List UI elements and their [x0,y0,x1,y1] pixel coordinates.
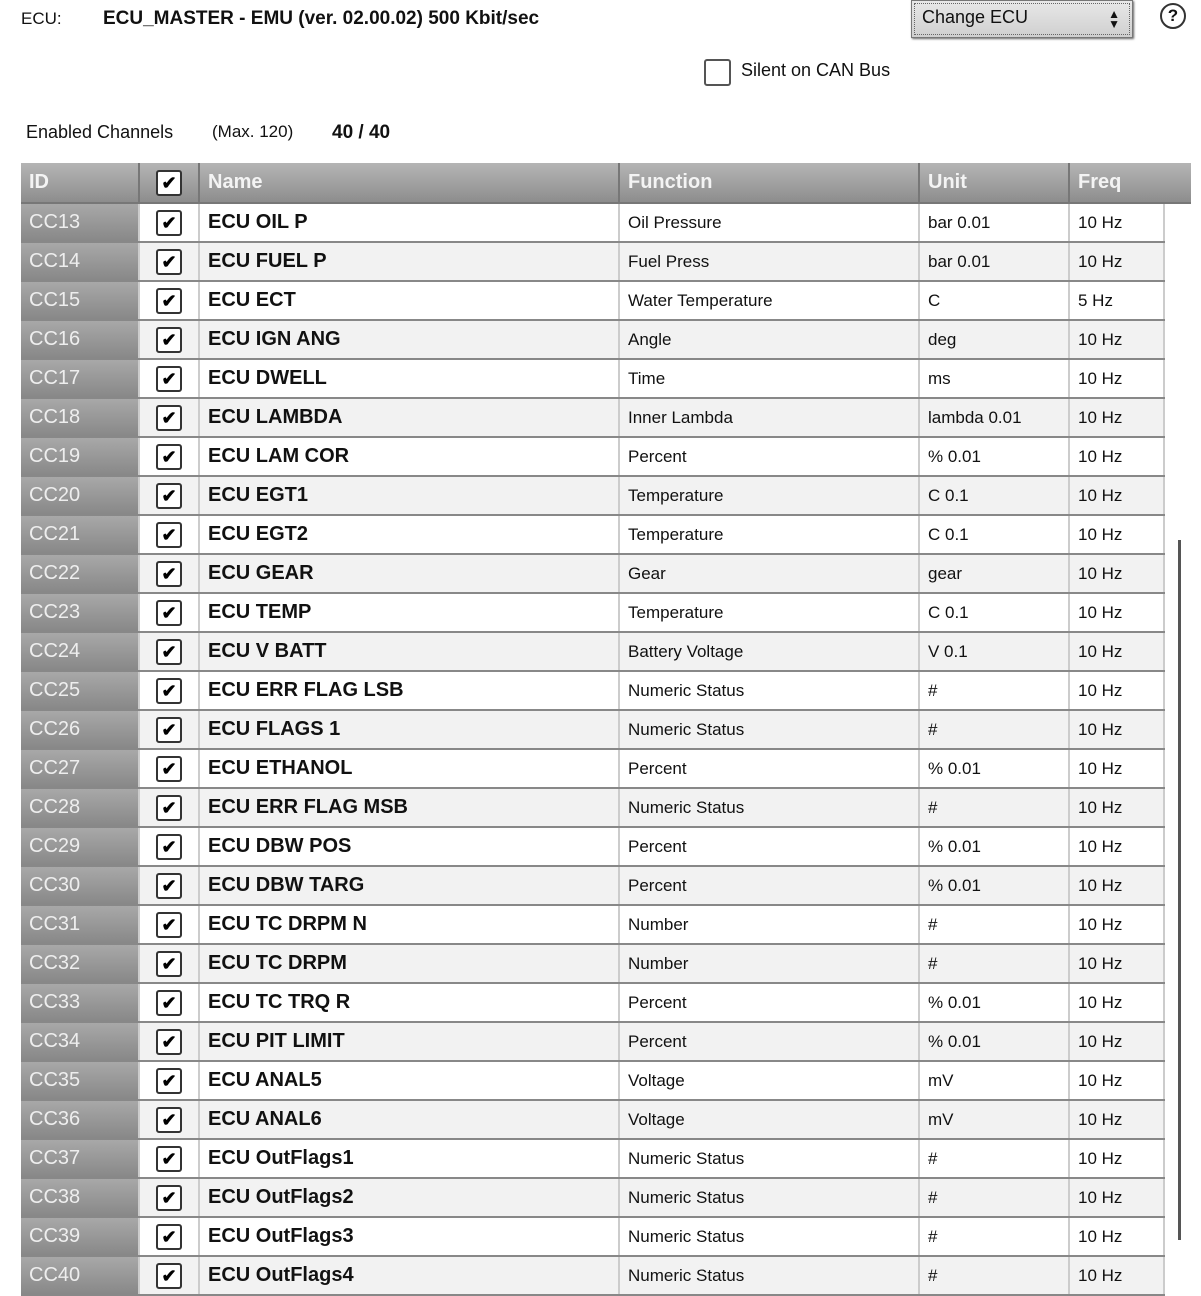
table-row[interactable] [21,282,1165,321]
column-header-freq[interactable]: Freq [1078,171,1122,193]
channel-function[interactable]: Water Temperature [620,282,920,319]
channel-enabled-cell[interactable] [140,1101,200,1138]
enabled-channels-count: 40 / 40 [332,122,391,143]
channel-freq[interactable]: 10 Hz [1070,321,1165,358]
channel-function[interactable]: Battery Voltage [620,633,920,670]
channel-function[interactable]: Percent [620,828,920,865]
channel-unit[interactable]: % 0.01 [920,750,1070,787]
channel-function[interactable]: Percent [620,750,920,787]
channel-function[interactable]: Number [620,945,920,982]
channel-function[interactable]: Numeric Status [620,789,920,826]
table-row[interactable] [21,477,1165,516]
channel-enabled-cell[interactable] [140,1062,200,1099]
enabled-channels-label: Enabled Channels [26,122,174,142]
channel-name[interactable]: ECU GEAR [200,555,620,592]
silent-on-can-bus-checkbox[interactable] [704,59,731,86]
channel-unit[interactable]: # [920,789,1070,826]
channel-enabled-checkbox[interactable]: ✔ [156,795,182,821]
channel-freq[interactable]: 10 Hz [1070,984,1165,1021]
channel-unit[interactable]: % 0.01 [920,438,1070,475]
channel-enabled-cell[interactable] [140,282,200,319]
channel-name[interactable]: ECU ERR FLAG MSB [200,789,620,826]
channel-freq[interactable]: 10 Hz [1070,711,1165,748]
channel-enabled-cell[interactable] [140,243,200,280]
channel-id: CC27 [21,750,140,787]
channel-unit[interactable]: bar 0.01 [920,204,1070,241]
column-header-unit[interactable]: Unit [920,163,1070,202]
channel-id: CC19 [21,438,140,475]
table-row[interactable] [21,516,1165,555]
channel-id: CC21 [21,516,140,553]
channel-enabled-cell[interactable] [140,984,200,1021]
channel-freq[interactable]: 10 Hz [1070,1023,1165,1060]
channel-unit[interactable]: % 0.01 [920,828,1070,865]
channel-function[interactable]: Time [620,360,920,397]
channel-name[interactable]: ECU EGT1 [200,477,620,514]
channel-function[interactable]: Temperature [620,516,920,553]
channel-enabled-cell[interactable] [140,867,200,904]
channel-enabled-checkbox[interactable]: ✔ [156,873,182,899]
channel-function[interactable]: Fuel Press [620,243,920,280]
channel-unit[interactable]: gear [920,555,1070,592]
table-row[interactable] [21,984,1165,1023]
channel-name[interactable]: ECU V BATT [200,633,620,670]
channel-id: CC29 [21,828,140,865]
channel-enabled-checkbox[interactable]: ✔ [156,951,182,977]
channel-enabled-cell[interactable] [140,1257,200,1294]
channel-function[interactable]: Numeric Status [620,1179,920,1216]
channel-enabled-cell[interactable] [140,1179,200,1216]
channel-enabled-cell[interactable] [140,1218,200,1255]
channel-unit[interactable]: mV [920,1062,1070,1099]
silent-on-can-bus-label: Silent on CAN Bus [741,60,891,80]
channel-enabled-cell[interactable] [140,594,200,631]
channel-enabled-cell[interactable] [140,828,200,865]
channel-name[interactable]: ECU TEMP [200,594,620,631]
table-row[interactable] [21,204,1165,243]
channel-freq[interactable]: 10 Hz [1070,789,1165,826]
channel-unit[interactable]: # [920,1218,1070,1255]
channel-function[interactable]: Numeric Status [620,1257,920,1294]
channel-freq[interactable]: 10 Hz [1070,243,1165,280]
channel-freq[interactable]: 10 Hz [1070,945,1165,982]
table-body [21,204,1191,1296]
channel-id: CC26 [21,711,140,748]
table-row[interactable] [21,399,1165,438]
channel-unit[interactable]: # [920,1140,1070,1177]
channel-enabled-checkbox[interactable]: ✔ [156,210,182,236]
channel-unit[interactable]: # [920,906,1070,943]
channel-name[interactable]: ECU OutFlags1 [200,1140,620,1177]
table-row[interactable] [21,711,1165,750]
channel-enabled-checkbox[interactable]: ✔ [156,522,182,548]
table-row[interactable] [21,867,1165,906]
channel-enabled-checkbox[interactable]: ✔ [156,1185,182,1211]
channel-id: CC31 [21,906,140,943]
channel-name[interactable]: ECU TC DRPM N [200,906,620,943]
channel-enabled-checkbox[interactable]: ✔ [156,834,182,860]
channel-id: CC23 [21,594,140,631]
channel-enabled-checkbox[interactable]: ✔ [156,639,182,665]
channel-freq[interactable]: 10 Hz [1070,477,1165,514]
channel-enabled-cell[interactable] [140,789,200,826]
channel-id: CC36 [21,1101,140,1138]
channel-enabled-checkbox[interactable]: ✔ [156,600,182,626]
channel-unit[interactable]: C 0.1 [920,594,1070,631]
channel-id: CC18 [21,399,140,436]
channel-enabled-checkbox[interactable]: ✔ [156,366,182,392]
channel-name[interactable]: ECU OIL P [200,204,620,241]
channel-freq[interactable]: 10 Hz [1070,1062,1165,1099]
channel-freq[interactable]: 10 Hz [1070,360,1165,397]
channel-unit[interactable]: C [920,282,1070,319]
channel-freq[interactable]: 10 Hz [1070,555,1165,592]
channel-unit[interactable]: bar 0.01 [920,243,1070,280]
channel-freq[interactable]: 10 Hz [1070,1101,1165,1138]
channel-id: CC17 [21,360,140,397]
channel-id: CC13 [21,204,140,241]
channel-name[interactable]: ECU FLAGS 1 [200,711,620,748]
channel-enabled-cell[interactable] [140,438,200,475]
channel-freq[interactable]: 10 Hz [1070,750,1165,787]
channel-enabled-cell[interactable] [140,204,200,241]
channel-enabled-cell[interactable] [140,633,200,670]
channel-function[interactable]: Angle [620,321,920,358]
channel-enabled-checkbox[interactable]: ✔ [156,444,182,470]
channel-id: CC37 [21,1140,140,1177]
channel-enabled-cell[interactable] [140,516,200,553]
channel-unit[interactable]: # [920,1257,1070,1294]
channel-freq[interactable]: 10 Hz [1070,438,1165,475]
table-row[interactable] [21,828,1165,867]
channel-unit[interactable]: % 0.01 [920,984,1070,1021]
channel-enabled-checkbox[interactable]: ✔ [156,1068,182,1094]
channel-freq[interactable]: 10 Hz [1070,1140,1165,1177]
channel-enabled-checkbox[interactable]: ✔ [156,1146,182,1172]
channel-name[interactable]: ECU FUEL P [200,243,620,280]
channel-enabled-cell[interactable] [140,672,200,709]
channel-name[interactable]: ECU OutFlags4 [200,1257,620,1294]
channel-id: CC15 [21,282,140,319]
channel-enabled-checkbox[interactable]: ✔ [156,288,182,314]
channel-function[interactable]: Numeric Status [620,711,920,748]
column-header-select-all[interactable] [140,163,200,202]
channel-function[interactable]: Percent [620,867,920,904]
channel-function[interactable]: Numeric Status [620,1140,920,1177]
ecu-value: ECU_MASTER - EMU (ver. 02.00.02) 500 Kbit/sec [103,8,540,29]
table-row[interactable] [21,1179,1165,1218]
channel-unit[interactable]: deg [920,321,1070,358]
channel-enabled-cell[interactable] [140,1140,200,1177]
channel-function[interactable]: Percent [620,1023,920,1060]
table-row[interactable] [21,789,1165,828]
channel-enabled-checkbox[interactable]: ✔ [156,678,182,704]
ecu-label: ECU: [21,9,62,28]
table-row[interactable] [21,1140,1165,1179]
change-ecu-select[interactable] [911,0,1133,38]
channel-enabled-checkbox[interactable]: ✔ [156,756,182,782]
channel-freq[interactable]: 10 Hz [1070,594,1165,631]
table-row[interactable] [21,1062,1165,1101]
channel-unit[interactable]: ms [920,360,1070,397]
channel-unit[interactable]: % 0.01 [920,1023,1070,1060]
channel-freq[interactable]: 10 Hz [1070,516,1165,553]
channel-id: CC25 [21,672,140,709]
channel-function[interactable]: Number [620,906,920,943]
table-row[interactable] [21,672,1165,711]
channel-enabled-checkbox[interactable]: ✔ [156,405,182,431]
table-row[interactable] [21,1101,1165,1140]
channel-unit[interactable]: C 0.1 [920,477,1070,514]
channel-enabled-cell[interactable] [140,711,200,748]
channel-function[interactable]: Oil Pressure [620,204,920,241]
channel-function[interactable]: Percent [620,438,920,475]
channel-enabled-cell[interactable] [140,750,200,787]
channel-function[interactable]: Temperature [620,477,920,514]
table-row[interactable] [21,750,1165,789]
channel-name[interactable]: ECU OutFlags2 [200,1179,620,1216]
table-row[interactable] [21,945,1165,984]
channel-enabled-cell[interactable] [140,555,200,592]
channel-unit[interactable]: mV [920,1101,1070,1138]
select-all-checkbox[interactable]: ✔ [156,170,182,196]
channel-enabled-checkbox[interactable]: ✔ [156,483,182,509]
channel-function[interactable]: Voltage [620,1062,920,1099]
channel-unit[interactable]: lambda 0.01 [920,399,1070,436]
channel-enabled-checkbox[interactable]: ✔ [156,717,182,743]
channel-id: CC38 [21,1179,140,1216]
channel-enabled-cell[interactable] [140,1023,200,1060]
channel-id: CC24 [21,633,140,670]
channel-id: CC14 [21,243,140,280]
table-row[interactable] [21,321,1165,360]
channel-function[interactable]: Percent [620,984,920,1021]
channel-name[interactable]: ECU DBW POS [200,828,620,865]
channel-name[interactable]: ECU TC DRPM [200,945,620,982]
channel-freq[interactable]: 10 Hz [1070,1257,1165,1294]
channel-unit[interactable]: # [920,672,1070,709]
channel-name[interactable]: ECU PIT LIMIT [200,1023,620,1060]
channel-id: CC34 [21,1023,140,1060]
channel-name[interactable]: ECU ANAL6 [200,1101,620,1138]
channel-id: CC40 [21,1257,140,1294]
channel-freq[interactable]: 10 Hz [1070,204,1165,241]
channel-freq[interactable]: 10 Hz [1070,867,1165,904]
table-row[interactable] [21,1023,1165,1062]
table-row[interactable] [21,1218,1165,1257]
table-row[interactable] [21,243,1165,282]
help-icon[interactable]: ? [1160,3,1186,29]
channel-id: CC39 [21,1218,140,1255]
table-header [21,163,1191,204]
channel-name[interactable]: ECU TC TRQ R [200,984,620,1021]
channel-name[interactable]: ECU ETHANOL [200,750,620,787]
table-row[interactable] [21,438,1165,477]
channel-id: CC20 [21,477,140,514]
channel-freq[interactable]: 10 Hz [1070,1218,1165,1255]
column-header-name[interactable]: Name [200,163,620,202]
channel-name[interactable]: ECU OutFlags3 [200,1218,620,1255]
channel-id: CC28 [21,789,140,826]
channel-id: CC32 [21,945,140,982]
table-row[interactable] [21,360,1165,399]
channel-function[interactable]: Inner Lambda [620,399,920,436]
channel-name[interactable]: ECU LAMBDA [200,399,620,436]
max-channels: (Max. 120) [212,122,294,141]
channel-unit[interactable]: # [920,1179,1070,1216]
table-row[interactable] [21,1257,1165,1296]
channel-name[interactable]: ECU IGN ANG [200,321,620,358]
channel-enabled-checkbox[interactable]: ✔ [156,1263,182,1289]
channels-table [21,163,1191,1296]
channel-id: CC35 [21,1062,140,1099]
channel-freq[interactable]: 10 Hz [1070,828,1165,865]
channel-freq[interactable]: 5 Hz [1070,282,1165,319]
channel-enabled-cell[interactable] [140,477,200,514]
channel-name[interactable]: ECU ECT [200,282,620,319]
channel-freq[interactable]: 10 Hz [1070,906,1165,943]
table-row[interactable] [21,906,1165,945]
channel-function[interactable]: Numeric Status [620,672,920,709]
channel-enabled-cell[interactable] [140,360,200,397]
channel-freq[interactable]: 10 Hz [1070,399,1165,436]
channel-enabled-checkbox[interactable]: ✔ [156,1224,182,1250]
channel-freq[interactable]: 10 Hz [1070,633,1165,670]
channel-enabled-checkbox[interactable]: ✔ [156,912,182,938]
channel-enabled-checkbox[interactable]: ✔ [156,1029,182,1055]
channel-unit[interactable]: C 0.1 [920,516,1070,553]
channel-enabled-checkbox[interactable]: ✔ [156,990,182,1016]
channel-enabled-cell[interactable] [140,945,200,982]
channel-function[interactable]: Voltage [620,1101,920,1138]
channel-function[interactable]: Numeric Status [620,1218,920,1255]
channel-enabled-checkbox[interactable]: ✔ [156,249,182,275]
channel-id: CC22 [21,555,140,592]
channel-name[interactable]: ECU DBW TARG [200,867,620,904]
channel-freq[interactable]: 10 Hz [1070,672,1165,709]
channel-unit[interactable]: # [920,945,1070,982]
channel-enabled-cell[interactable] [140,399,200,436]
channel-name[interactable]: ECU EGT2 [200,516,620,553]
channel-enabled-cell[interactable] [140,321,200,358]
channel-function[interactable]: Temperature [620,594,920,631]
channel-enabled-cell[interactable] [140,906,200,943]
table-row[interactable] [21,594,1165,633]
channel-enabled-checkbox[interactable]: ✔ [156,561,182,587]
change-ecu-label: Change ECU [922,7,1029,27]
channel-id: CC30 [21,867,140,904]
channel-name[interactable]: ECU DWELL [200,360,620,397]
table-row[interactable] [21,555,1165,594]
channel-name[interactable]: ECU LAM COR [200,438,620,475]
channel-id: CC33 [21,984,140,1021]
table-row[interactable] [21,633,1165,672]
channel-unit[interactable]: # [920,711,1070,748]
channel-enabled-checkbox[interactable]: ✔ [156,327,182,353]
column-header-id[interactable]: ID [21,163,140,202]
channel-name[interactable]: ECU ANAL5 [200,1062,620,1099]
channel-id: CC16 [21,321,140,358]
channel-freq[interactable]: 10 Hz [1070,1179,1165,1216]
updown-arrows-icon: ▲ ▼ [1108,7,1120,31]
channel-name[interactable]: ECU ERR FLAG LSB [200,672,620,709]
column-header-function[interactable]: Function [620,163,920,202]
channel-unit[interactable]: V 0.1 [920,633,1070,670]
channel-function[interactable]: Gear [620,555,920,592]
channel-enabled-checkbox[interactable]: ✔ [156,1107,182,1133]
scrollbar[interactable] [1178,540,1181,1240]
channel-unit[interactable]: % 0.01 [920,867,1070,904]
